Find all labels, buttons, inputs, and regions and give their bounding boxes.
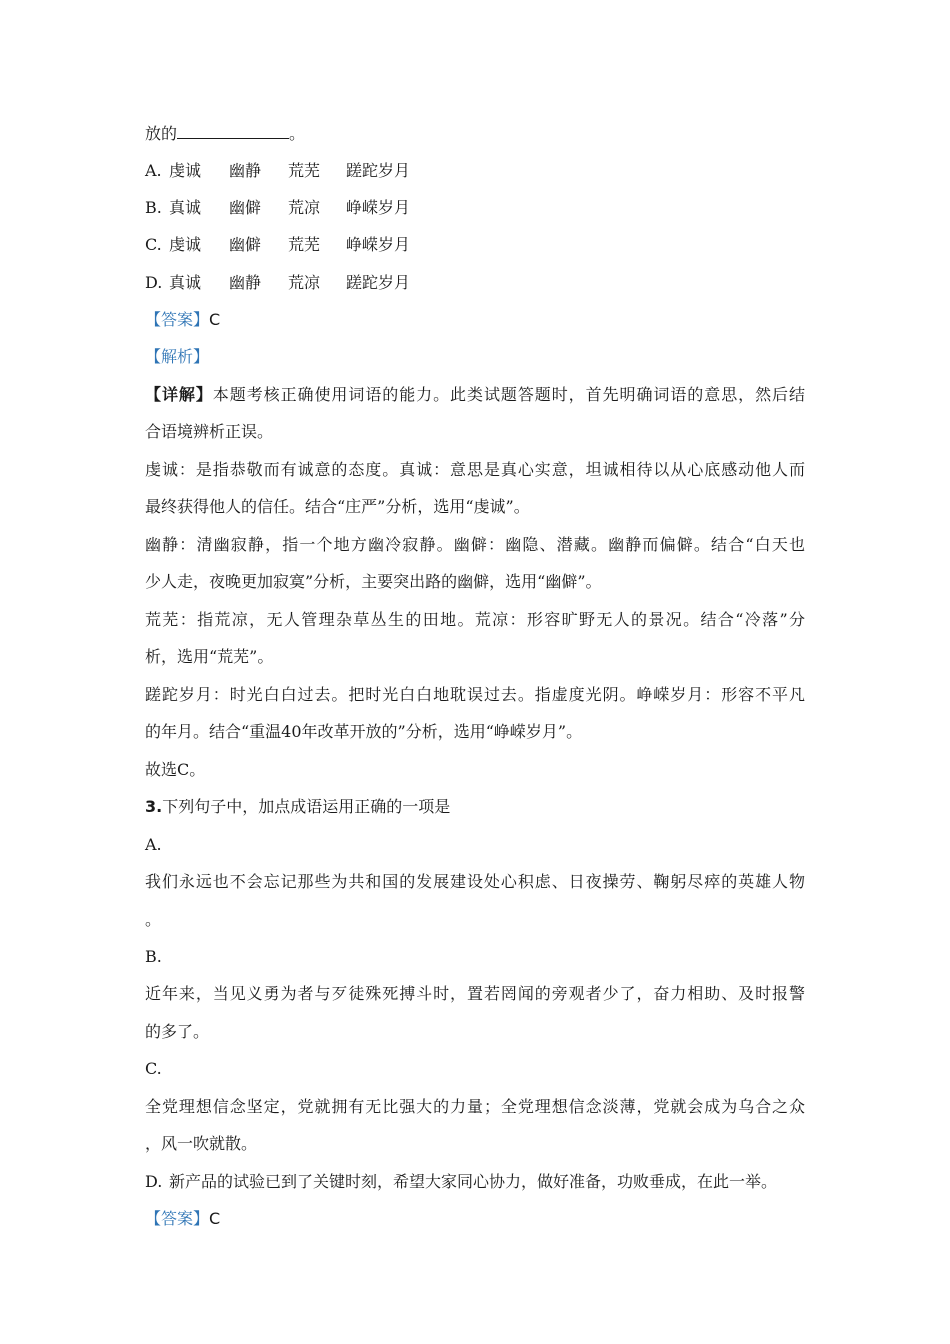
question-intro-line [145, 124, 805, 144]
q3-option-d-line [145, 1172, 805, 1192]
option-word: 幽静 [229, 273, 262, 292]
intro-suffix: 。 [289, 124, 306, 143]
option-label: B. [145, 198, 162, 217]
option-word: 幽静 [229, 161, 262, 180]
option-label: D. [145, 273, 163, 292]
q3-option-b-line-1: 近年来，当见义勇为者与歹徒殊死搏斗时，置若罔闻的旁观者少了，奋力相助、及时报警 [145, 984, 805, 1003]
q3-option-c-label: C. [145, 1059, 162, 1078]
detail-line-2: 合语境辨析正误。 [145, 422, 274, 441]
paragraph-huangwu-2: 析，选用“荒芜”。 [145, 647, 274, 666]
option-label: C. [145, 235, 162, 254]
answer-line [145, 310, 805, 330]
q3-option-b-line-2: 的多了。 [145, 1022, 210, 1041]
option-word: 荒凉 [288, 273, 321, 292]
detail-tag: 【详解】 [145, 385, 213, 404]
q3-option-c-line-1: 全党理想信念坚定，党就拥有无比强大的力量；全党理想信念淡薄，党就会成为乌合之众 [145, 1097, 805, 1116]
option-word: 真诚 [169, 273, 202, 292]
analysis-tag: 【解析】 [145, 347, 210, 366]
option-word: 峥嵘岁月 [346, 198, 411, 217]
paragraph-cuotuo-1: 蹉跎岁月：时光白白过去。把时光白白地耽误过去。指虚度光阴。峥嵘岁月：形容不平凡 [145, 685, 805, 704]
paragraph-huangwu-1: 荒芜：指荒凉，无人管理杂草丛生的田地。荒凉：形容旷野无人的景况。结合“冷落”分 [145, 610, 805, 629]
question-number: 3. [145, 797, 163, 816]
analysis-line [145, 347, 805, 367]
option-word: 峥嵘岁月 [346, 235, 411, 254]
option-word: 虔诚 [169, 161, 202, 180]
option-word: 虔诚 [169, 235, 202, 254]
answer-value: C [209, 310, 221, 329]
paragraph-youjing-2: 少人走，夜晚更加寂寞”分析，主要突出路的幽僻，选用“幽僻”。 [145, 572, 602, 591]
intro-text: 放的 [145, 124, 178, 143]
detail-text: 本题考核正确使用词语的能力。此类试题答题时，首先明确词语的意思，然后结 [212, 385, 805, 404]
answer-tag: 【答案】 [145, 310, 210, 329]
option-word: 真诚 [169, 198, 202, 217]
option-a [145, 161, 805, 181]
paragraph-qiancheng-2: 最终获得他人的信任。结合“庄严”分析，选用“虔诚”。 [145, 497, 530, 516]
option-word: 荒芜 [288, 161, 321, 180]
answer-line-q3 [145, 1209, 805, 1229]
option-d [145, 273, 805, 293]
q3-option-a-line-1: 我们永远也不会忘记那些为共和国的发展建设处心积虑、日夜操劳、鞠躬尽瘁的英雄人物 [145, 872, 805, 891]
paragraph-qiancheng-1: 虔诚：是指恭敬而有诚意的态度。真诚：意思是真心实意，坦诚相待以从心底感动他人而 [145, 460, 805, 479]
option-c [145, 235, 805, 255]
paragraph-youjing-1: 幽静：清幽寂静，指一个地方幽冷寂静。幽僻：幽隐、潜藏。幽静而偏僻。结合“白天也 [145, 535, 805, 554]
option-label: D. [145, 1172, 163, 1191]
question-3-stem [145, 797, 805, 817]
q3-option-a-label: A. [145, 835, 162, 854]
conclusion-line: 故选C。 [145, 760, 206, 779]
option-b [145, 198, 805, 218]
detail-line-1 [145, 385, 805, 405]
answer-tag: 【答案】 [145, 1209, 210, 1228]
question-text: 下列句子中，加点成语运用正确的一项是 [162, 797, 451, 816]
answer-value: C [209, 1209, 221, 1228]
option-word: 蹉跎岁月 [346, 273, 411, 292]
option-text: 新产品的试验已到了关键时刻，希望大家同心协力，做好准备，功败垂成，在此一举。 [169, 1172, 778, 1191]
q3-option-a-line-2: 。 [145, 910, 162, 929]
option-word: 荒凉 [288, 198, 321, 217]
q3-option-b-label: B. [145, 947, 162, 966]
paragraph-cuotuo-2: 的年月。结合“重温40年改革开放的”分析，选用“峥嵘岁月”。 [145, 722, 583, 741]
fill-blank [177, 124, 289, 139]
option-word: 蹉跎岁月 [346, 161, 411, 180]
option-word: 幽僻 [229, 235, 262, 254]
option-word: 荒芜 [288, 235, 321, 254]
q3-option-c-line-2: ，风一吹就散。 [145, 1134, 258, 1153]
option-label: A. [145, 161, 162, 180]
option-word: 幽僻 [229, 198, 262, 217]
